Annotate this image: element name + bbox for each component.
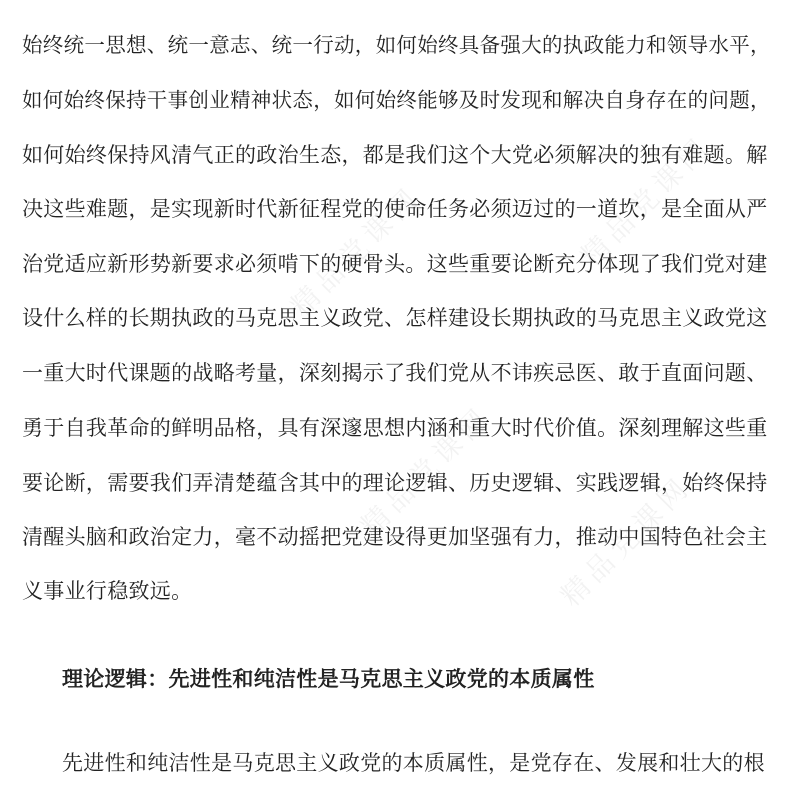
paragraph-line: 勇于自我革命的鲜明品格，具有深邃思想内涵和重大时代价值。深刻理解这些重 bbox=[22, 416, 768, 440]
paragraph-line: 义事业行稳致远。 bbox=[22, 579, 193, 603]
paragraph-line: 清醒头脑和政治定力，毫不动摇把党建设得更加坚强有力，推动中国特色社会主 bbox=[22, 525, 768, 549]
paragraph-line: 始终统一思想、统一意志、统一行动，如何始终具备强大的执政能力和领导水平， bbox=[22, 33, 771, 57]
paragraph-line: 设什么样的长期执政的马克思主义政党、怎样建设长期执政的马克思主义政党这 bbox=[22, 306, 768, 330]
paragraph-line: 治党适应新形势新要求必须啃下的硬骨头。这些重要论断充分体现了我们党对建 bbox=[22, 252, 768, 276]
paragraph-line: 先进性和纯洁性是马克思主义政党的本质属性，是党存在、发展和壮大的根 bbox=[62, 751, 765, 775]
paragraph-line: 如何始终保持干事创业精神状态，如何始终能够及时发现和解决自身存在的问题， bbox=[22, 88, 771, 112]
section-heading: 理论逻辑：先进性和纯洁性是马克思主义政党的本质属性 bbox=[62, 667, 595, 691]
paragraph-line: 决这些难题，是实现新时代新征程党的使命任务必须迈过的一道坎，是全面从严 bbox=[22, 197, 768, 221]
watermark: 精品党课网 bbox=[354, 399, 498, 543]
paragraph-line: 如何始终保持风清气正的政治生态，都是我们这个大党必须解决的独有难题。解 bbox=[22, 143, 768, 167]
paragraph-line: 一重大时代课题的战略考量，深刻揭示了我们党从不讳疾忌医、敢于直面问题、 bbox=[22, 361, 768, 385]
watermark: 精品党课网 bbox=[554, 469, 698, 613]
paragraph-line: 要论断，需要我们弄清楚蕴含其中的理论逻辑、历史逻辑、实践逻辑，始终保持 bbox=[22, 471, 768, 495]
watermark: 精品党课网 bbox=[284, 179, 428, 323]
watermark: 精品党课网 bbox=[574, 129, 718, 273]
